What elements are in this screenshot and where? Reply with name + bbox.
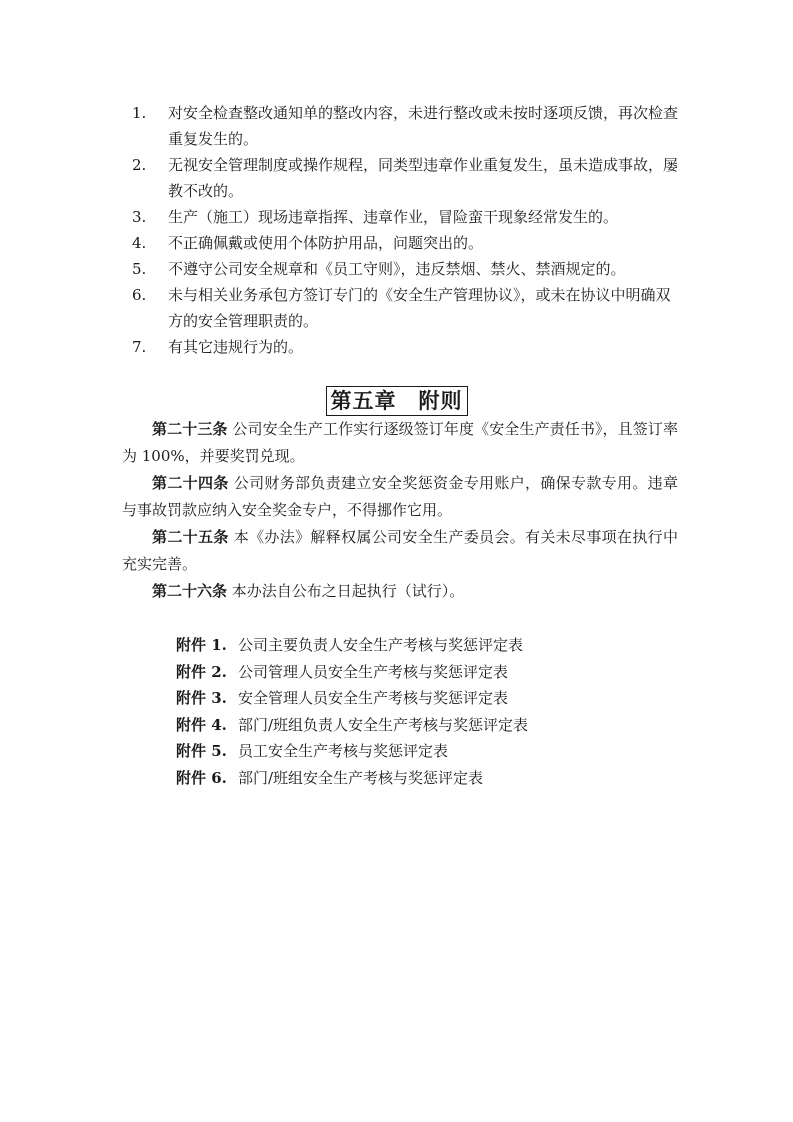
attachments-list <box>176 632 656 791</box>
attachment-item <box>176 712 656 739</box>
attachment-item <box>176 659 656 686</box>
attachment-title: 部门/班组安全生产考核与奖惩评定表 <box>238 768 484 787</box>
attachment-label: 附件 3. <box>176 689 227 707</box>
article-number: 第二十四条 <box>152 474 229 492</box>
article-text: 公司安全生产工作实行逐级签订年度《安全生产责任书》，且签订率为 100%，并要奖罚兑现。 <box>122 420 678 465</box>
violation-list <box>132 100 679 360</box>
article <box>122 524 678 578</box>
attachment-title: 安全管理人员安全生产考核与奖惩评定表 <box>238 689 509 707</box>
list-item <box>132 100 679 152</box>
attachment-title: 公司管理人员安全生产考核与奖惩评定表 <box>238 662 509 681</box>
list-item-number: 1. <box>132 104 147 122</box>
list-item-text: 不遵守公司安全规章和《员工守则》，违反禁烟、禁火、禁酒规定的。 <box>168 260 626 278</box>
attachment-title: 部门/班组负责人安全生产考核与奖惩评定表 <box>238 715 529 734</box>
article <box>122 416 678 470</box>
list-item-number: 5. <box>132 260 147 278</box>
attachment-item <box>176 765 656 792</box>
list-item <box>132 230 678 256</box>
attachment-label: 附件 6. <box>176 768 227 787</box>
list-item-number: 6. <box>132 286 147 304</box>
list-item <box>132 204 678 230</box>
article-number: 第二十三条 <box>152 420 228 438</box>
chapter-title: 第五章 附则 <box>326 386 468 416</box>
list-item-number: 4. <box>132 234 147 252</box>
attachment-title: 公司主要负责人安全生产考核与奖惩评定表 <box>238 636 524 654</box>
article-number: 第二十五条 <box>152 528 229 546</box>
attachment-label: 附件 1. <box>176 636 227 654</box>
list-item-text: 无视安全管理制度或操作规程，同类型违章作业重复发生，虽未造成事故，屡教不改的。 <box>168 156 679 200</box>
list-item <box>132 256 678 282</box>
attachment-title: 员工安全生产考核与奖惩评定表 <box>238 742 449 760</box>
list-item-number: 2. <box>132 156 147 174</box>
article-text: 本《办法》解释权属公司安全生产委员会。有关未尽事项在执行中充实完善。 <box>122 528 678 573</box>
attachment-item <box>176 738 656 765</box>
list-item-text: 不正确佩戴或使用个体防护用品，问题突出的。 <box>168 234 484 252</box>
chapter-heading <box>0 386 793 416</box>
attachment-item <box>176 685 656 712</box>
article-number: 第二十六条 <box>152 582 228 600</box>
list-item <box>132 282 678 334</box>
list-item-text: 有其它违规行为的。 <box>168 338 304 356</box>
attachment-label: 附件 5. <box>176 742 227 760</box>
article-text: 本办法自公布之日起执行（试行）。 <box>231 582 465 600</box>
list-item-text: 未与相关业务承包方签订专门的《安全生产管理协议》，或未在协议中明确双方的安全管理职责的。 <box>168 286 671 330</box>
list-item <box>132 334 678 360</box>
list-item-text: 生产（施工）现场违章指挥、违章作业，冒险蛮干现象经常发生的。 <box>168 208 619 226</box>
attachment-label: 附件 4. <box>176 715 227 734</box>
list-item-text: 对安全检查整改通知单的整改内容，未进行整改或未按时逐项反馈，再次检查重复发生的。 <box>168 104 679 148</box>
attachment-label: 附件 2. <box>176 662 227 681</box>
list-item-number: 3. <box>132 208 147 226</box>
list-item <box>132 152 679 204</box>
article <box>122 578 678 605</box>
article <box>122 470 678 524</box>
attachment-item <box>176 632 656 659</box>
articles-section <box>122 416 678 605</box>
article-text: 公司财务部负责建立安全奖惩资金专用账户，确保专款专用。违章与事故罚款应纳入安全奖金专户，不得挪作它用。 <box>122 474 678 519</box>
list-item-number: 7. <box>132 338 147 356</box>
